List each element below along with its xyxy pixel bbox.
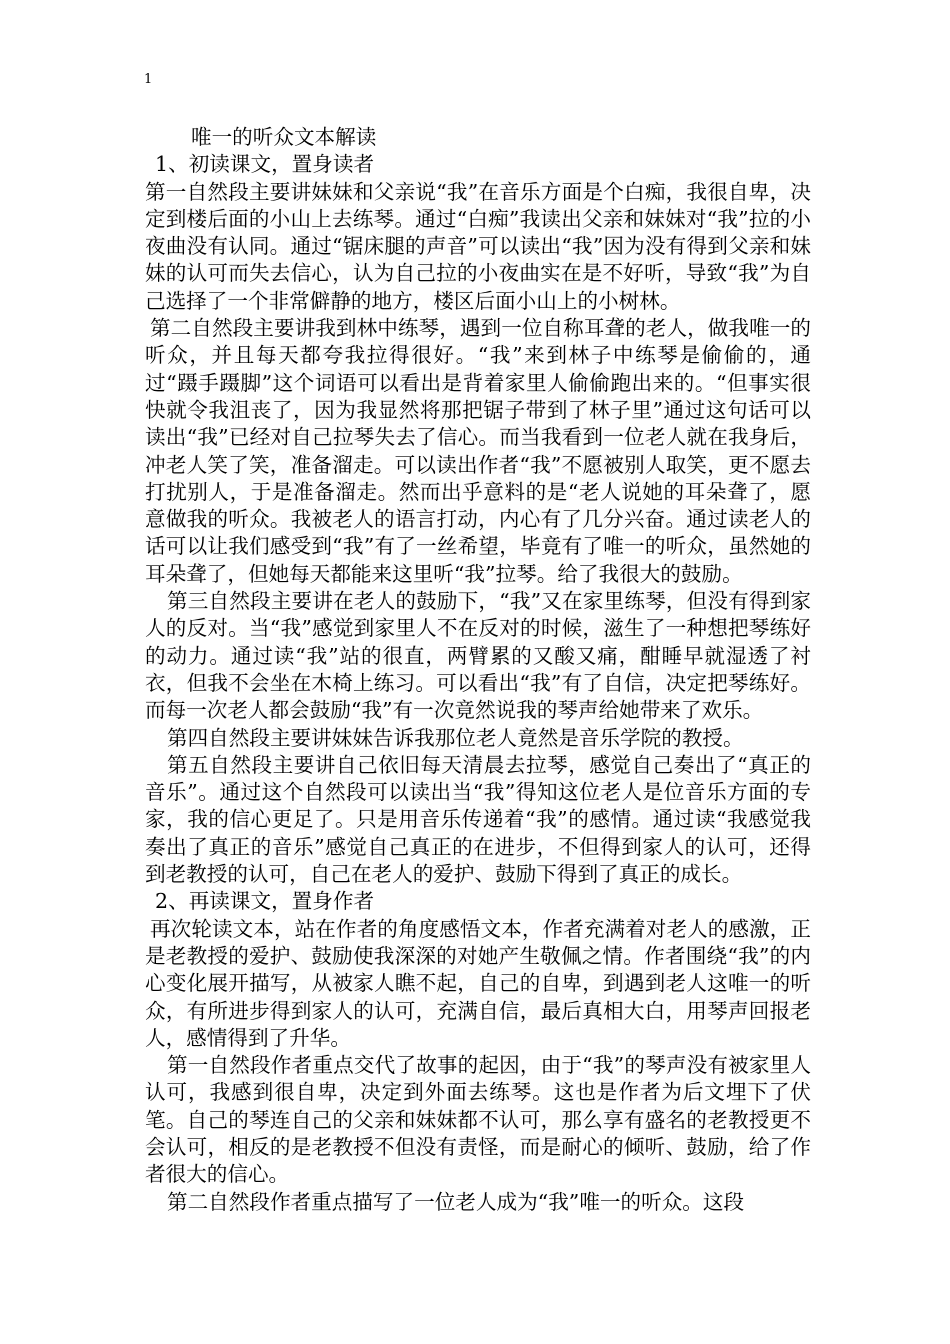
document-title: 唯一的听众文本解读	[191, 125, 377, 149]
paragraph: 第二自然段主要讲我到林中练琴，遇到一位自称耳聋的老人，做我唯一的听众，并且每天都夸我拉得很好。“我”来到林子中练琴是偷偷的，通过“蹑手蹑脚”这个词语可以看出是背着家里人偷偷跑出来的。“但事实很快就令我沮丧了，因为我显然将那把锯子带到了林子里”通过这句话可以读出“我”已经对自己拉琴失去了信心。而当我看到一位老人就在我身后，冲老人笑了笑，准备溜走。可以读出作者“我”不愿被别人取笑，更不愿去打扰别人，于是准备溜走。然而出乎意料的是“老人说她的耳朵聋了，愿意做我的听众。我被老人的语言打动，内心有了几分兴奋。通过读老人的话可以让我们感受到“我”有了一丝希望，毕竟有了唯一的听众，虽然她的耳朵聋了，但她每天都能来这里听“我”拉琴。给了我很大的鼓励。	[145, 316, 811, 586]
paragraph: 第一自然段主要讲妹妹和父亲说“我”在音乐方面是个白痴，我很自卑，决定到楼后面的小山上去练琴。通过“白痴”我读出父亲和妹妹对“我”拉的小夜曲没有认同。通过“锯床腿的声音”可以读出“我”因为没有得到父亲和妹妹的认可而失去信心，认为自己拉的小夜曲实在是不好听，导致“我”为自己选择了一个非常僻静的地方，楼区后面小山上的小树林。	[145, 179, 811, 313]
page-number: 1	[144, 72, 153, 87]
section-heading-second-reading: 2、再读课文，置身作者	[155, 889, 375, 914]
paragraph: 第一自然段作者重点交代了故事的起因，由于“我”的琴声没有被家里人认可，我感到很自卑，决定到外面去练琴。这也是作者为后文埋下了伏笔。自己的琴连自己的父亲和妹妹都不认可，那么享有盛名的老教授更不会认可，相反的是老教授不但没有责怪，而是耐心的倾听、鼓励，给了作者很大的信心。	[145, 1053, 811, 1187]
paragraph: 再次轮读文本，站在作者的角度感悟文本，作者充满着对老人的感激，正是老教授的爱护、鼓励使我深深的对她产生敬佩之情。作者围绕“我”的内心变化展开描写，从被家人瞧不起，自己的自卑，到遇到老人这唯一的听众，有所进步得到家人的认可，充满自信，最后真相大白，用琴声回报老人，感情得到了升华。	[145, 916, 811, 1050]
paragraph: 第四自然段主要讲妹妹告诉我那位老人竟然是音乐学院的教授。	[167, 725, 744, 750]
section-heading-first-reading: 1、初读课文，置身读者	[155, 152, 375, 177]
paragraph: 第三自然段主要讲在老人的鼓励下，“我”又在家里练琴，但没有得到家人的反对。当“我”感觉到家里人不在反对的时候，滋生了一种想把琴练好的动力。通过读“我”站的很直，两臂累的又酸又痛，酣睡早就湿透了衬衣，但我不会坐在木椅上练习。可以看出“我”有了自信，决定把琴练好。而每一次老人都会鼓励“我”有一次竟然说我的琴声给她带来了欢乐。	[145, 589, 811, 723]
paragraph: 第二自然段作者重点描写了一位老人成为“我”唯一的听众。这段	[167, 1189, 745, 1214]
paragraph: 第五自然段主要讲自己依旧每天清晨去拉琴，感觉自己奏出了“真正的音乐”。通过这个自然段可以读出当“我”得知这位老人是位音乐方面的专家，我的信心更足了。只是用音乐传递着“我”的感情。通过读“我感觉我奏出了真正的音乐”感觉自己真正的在进步，不但得到家人的认可，还得到老教授的认可，自己在老人的爱护、鼓励下得到了真正的成长。	[145, 752, 811, 887]
document-body	[145, 124, 811, 1216]
